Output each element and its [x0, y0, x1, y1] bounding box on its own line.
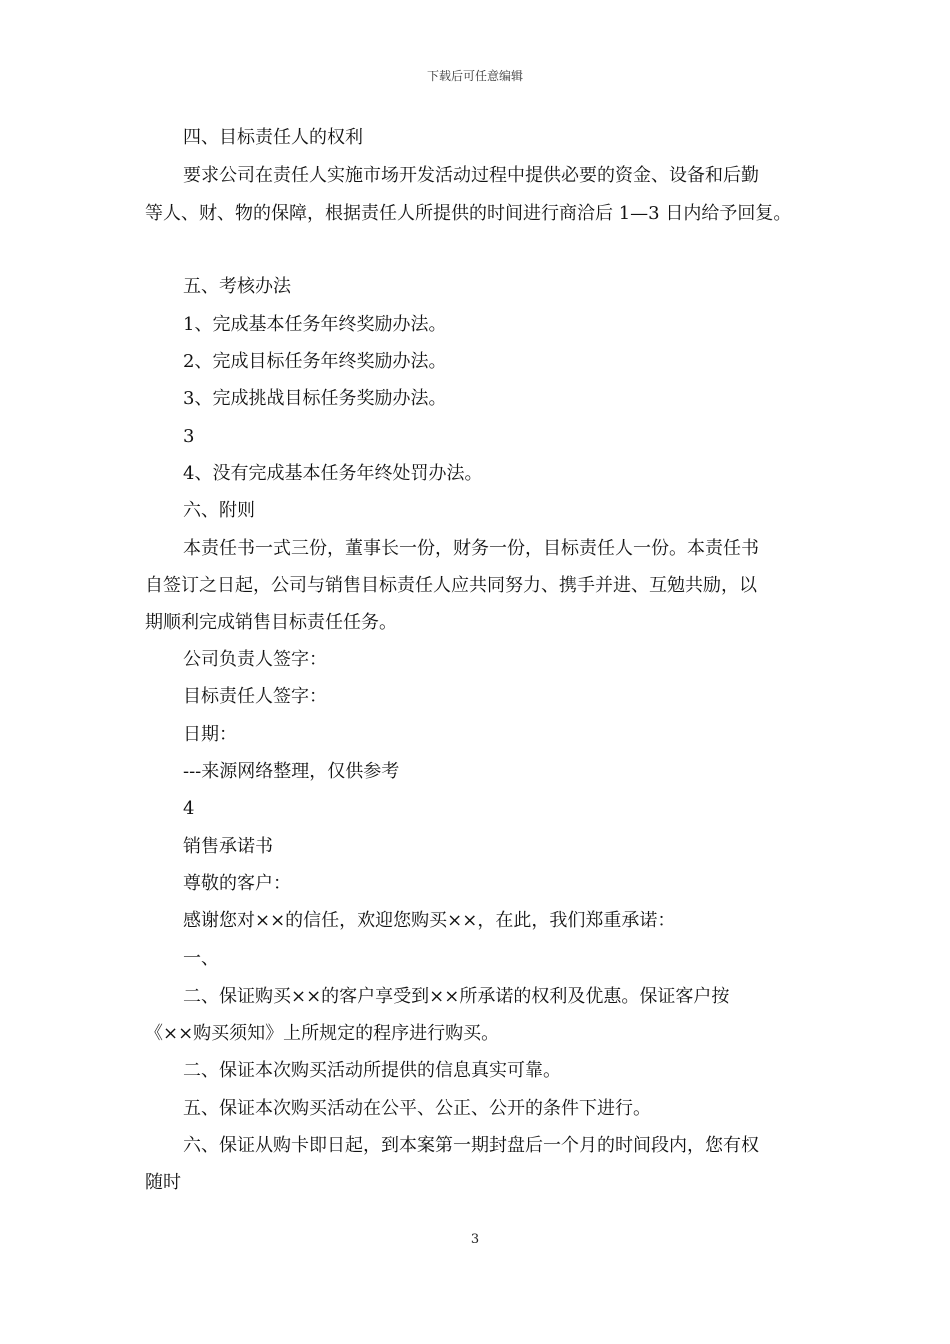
list-item: 一、: [183, 948, 219, 969]
list-item: 1、完成基本任务年终奖励办法。: [183, 314, 447, 335]
paragraph-line: 要求公司在责任人实施市场开发活动过程中提供必要的资金、设备和后勤: [183, 165, 759, 186]
paragraph-line: 随时: [145, 1172, 181, 1193]
list-item: 二、保证购买××的客户享受到××所承诺的权利及优惠。保证客户按: [183, 986, 730, 1007]
inline-page-number: 3: [183, 426, 195, 447]
page-footer-number: 3: [470, 1232, 480, 1247]
paragraph-line: 等人、财、物的保障，根据责任人所提供的时间进行商洽后 1—3 日内给予回复。: [145, 203, 792, 224]
paragraph-line: 感谢您对××的信任，欢迎您购买××，在此，我们郑重承诺：: [183, 910, 676, 931]
list-item: 4、没有完成基本任务年终处罚办法。: [183, 463, 483, 484]
list-item: 五、保证本次购买活动在公平、公正、公开的条件下进行。: [183, 1098, 651, 1119]
signature-line-responsible: 目标责任人签字：: [183, 686, 327, 707]
document-title: 销售承诺书: [183, 836, 273, 857]
salutation: 尊敬的客户：: [183, 873, 291, 894]
date-line: 日期：: [183, 724, 237, 745]
paragraph-line: 期顺利完成销售目标责任任务。: [145, 612, 397, 633]
inline-page-number: 4: [183, 798, 195, 819]
list-item: 六、保证从购卡即日起，到本案第一期封盘后一个月的时间段内，您有权: [183, 1135, 759, 1156]
list-item: 2、完成目标任务年终奖励办法。: [183, 351, 447, 372]
list-item: 3、完成挑战目标任务奖励办法。: [183, 388, 447, 409]
list-item: 二、保证本次购买活动所提供的信息真实可靠。: [183, 1060, 561, 1081]
paragraph-line: 本责任书一式三份，董事长一份，财务一份，目标责任人一份。本责任书: [183, 538, 759, 559]
section-heading-assessment: 五、考核办法: [183, 276, 291, 297]
paragraph-line: 自签订之日起，公司与销售目标责任人应共同努力、携手并进、互勉共励，以: [145, 575, 757, 596]
page-header: 下载后可任意编辑: [426, 69, 523, 83]
section-heading-rights: 四、目标责任人的权利: [183, 127, 363, 148]
source-note: ---来源网络整理，仅供参考: [183, 761, 400, 782]
section-heading-appendix: 六、附则: [183, 500, 255, 521]
signature-line-company: 公司负责人签字：: [183, 649, 327, 670]
paragraph-line: 《××购买须知》上所规定的程序进行购买。: [145, 1023, 500, 1044]
